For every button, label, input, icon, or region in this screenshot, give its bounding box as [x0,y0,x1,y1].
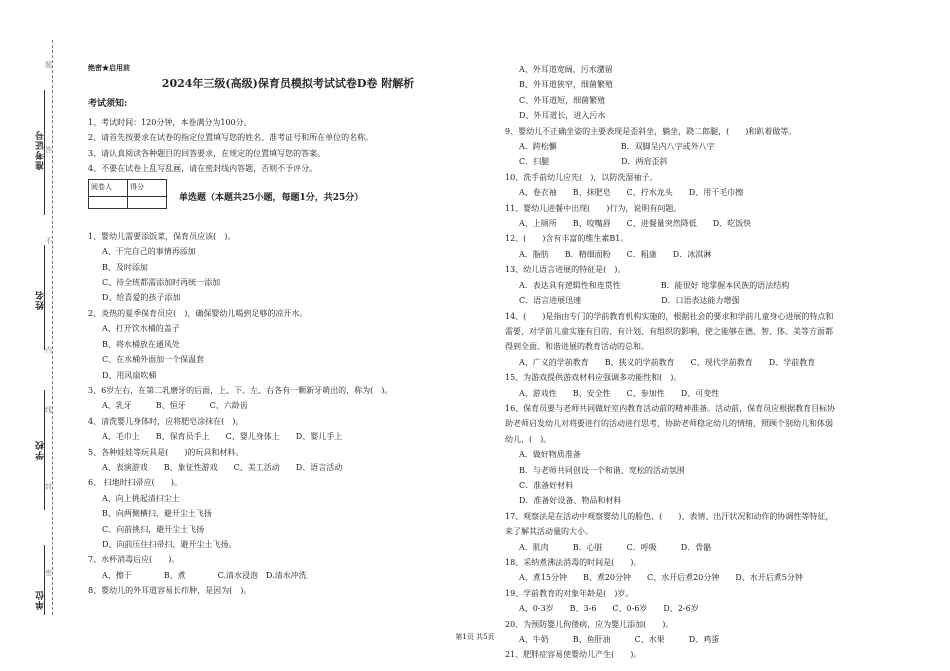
school-label: 学校 [36,440,46,460]
option-line: A．肌肉 B．心脏 C．呼吸 D．骨骼 [519,542,712,552]
question-line: 5、各种娃娃等玩具是( )的玩具和材料。 [88,447,244,457]
question-line: 得到全面、和谐进展的教育活动的总和。 [505,342,649,352]
grader-cell[interactable] [89,196,128,208]
unit-label: 单位 [36,590,46,610]
option-line: A、卷衣袖 B、抹肥皂 C、拧水龙头 D、用干毛巾擦 [519,188,744,198]
question-line: 17、观察法是在活动中观察婴幼儿的脸色、( )、表情、出汗状况和动作的协调性等特征， [505,511,834,521]
question-line: 3、6岁左右，在第二乳磨牙的后面，上、下、左、右各有一颗新牙萌出的，称为( )。 [88,385,393,395]
option-line: A．脂肪 B．精细面粉 C．粗康 D．冰淇淋 [519,249,712,259]
option-line: C、待全班都需添加时再统一添加 [102,278,221,288]
option-line: C、向前挑扫，避开尘土飞扬 [102,524,205,534]
option-line: A、游戏性 B、安全性 C、参加性 D、可变性 [519,388,720,398]
option-line: B、将水桶放在通风处 [102,339,180,349]
option-line: D、外耳道长，进入污水 [519,111,606,121]
cut-mark: 不 [45,237,52,245]
page-title: 2024年三级(高级)保育员模拟考试试卷D卷 附解析 [161,77,415,91]
score-box [88,179,167,208]
score-cell[interactable] [128,196,167,208]
option-line: A、擦干 B、煮 C.清水浸泡 D.清水冲洗 [102,570,307,580]
option-line: A、广义的学前教育 B、狭义的学前教育 C、现代学前教育 D、学前教育 [519,357,816,367]
option-line: D．准备好设备、物品和材料 [519,496,622,506]
question-line: 12、( )含有丰富的维生素B1。 [505,234,629,244]
cut-mark: 线 [45,406,52,414]
question-line: 18、采纳煮沸法消毒的时间是( )。 [505,558,642,567]
question-line: 10、洗手前幼儿应先( )，以防洗湿袖子。 [505,172,658,182]
notice-heading: 考试须知: [88,99,128,110]
grader-label: 阅卷人 [89,180,128,196]
option-line: A、上厕所 B、咬嘴唇 C、进餐量突然降低 D、吃饭快 [519,219,752,229]
notice-item: 1、考试时间：120分钟，本卷满分为100分。 [88,117,252,127]
seal-line [52,40,53,615]
page-footer: 第1页 共5页 [455,633,495,641]
cut-mark: 封 [45,483,52,491]
question-line: 幼儿，( )。 [505,434,552,444]
option-line: C．准备好材料 [519,480,574,490]
question-line: 1、婴幼儿需要添饭菜，保育员应该( )。 [88,231,236,241]
option-line: C、在水桶外面加一个保温套 [102,355,205,365]
question-line: 6、 扫地时扫帚应( )。 [88,478,182,488]
option-line: B．与老师共同创设一个和谐、宽松的活动氛围 [519,465,685,475]
unit-field[interactable] [44,545,45,615]
option-line: B、向两侧横扫，避开尘土飞扬 [102,509,212,519]
cut-mark: 密 [45,569,52,577]
question-line: 7、水杯消毒后应( )。 [88,555,180,565]
score-row [88,179,488,208]
option-line: A、外耳道宽阔，污水潴留 [519,65,613,74]
question-line: 11、婴幼儿进餐中出现( )行为，说明有问题。 [505,203,682,213]
question-line: 助老师启发幼儿对将要进行的活动进行思考，协助老师稳定幼儿的情绪，照顾个别幼儿和体弱 [505,419,833,429]
cut-mark: 内 [45,346,52,354]
name-label: 姓名 [36,290,46,310]
question-line: 需要，对学前儿童实施有目的、有计划、有组织的影响，使之能够在德、智、体、美等方面都 [505,326,833,336]
notice-item: 2、请首先按要求在试卷的指定位置填写您的姓名、准考证号和所在单位的名称。 [88,133,374,143]
option-line: B、外耳道狭窄，细菌繁殖 [519,80,613,90]
question-line: 19、学前教育的对象年龄是( )岁。 [505,588,634,598]
option-line: A、向上挑起清扫尘土 [102,493,180,503]
score-label: 得分 [128,180,167,196]
left-column [88,60,488,599]
question-line: 20、为预防婴儿佝偻病，应为婴儿添加( )。 [505,619,674,629]
option-line: D、向前压住扫帚扫，避开尘土飞扬。 [102,539,237,549]
option-line: A、打开饮水桶的盖子 [102,324,180,334]
option-line: D、用风扇吹桶 [102,370,157,380]
option-line: A、干完自己的事情再添加 [102,247,196,257]
option-line: C．语言进展迅速 D．口语表达能力增强 [519,296,740,306]
notice-item: 4、不要在试卷上乱写乱画，请在密封线内答题，否则不予评分。 [88,164,318,174]
option-line: A．表达具有逻辑性和连贯性 B．能很好 地掌握本民族的语法结构 [519,280,790,290]
option-line: C、外耳道短，细菌繁殖 [519,95,606,105]
option-line: D、给喜爱的孩子添加 [102,293,181,303]
option-line: A、表演游戏 B、象征性游戏 C、美工活动 D、语言活动 [102,462,343,472]
notice-item: 3、请认真阅读各种题目的回答要求，在规定的位置填写您的答案。 [88,148,326,158]
question-line: 来了解其活动量的大小。 [505,527,593,537]
question-line: 15、为游戏提供游戏材料应强调多功能性和( )。 [505,373,682,383]
exam-number-label: 准考证号 [36,130,46,170]
cut-mark: 题 [45,61,52,69]
option-line: A．跨松懈 B．双脚呈内八字或外八字 [519,142,715,152]
option-line: A、0-3岁 B、3-6 C、0-6岁 D、2-6岁 [519,604,699,614]
question-line: 16、保育员要与老师共同做好室内教育活动前的精神准备。活动前，保育员应根据教育目标协 [505,403,836,413]
option-line: A、牛奶 B、鱼肝油 C、水果 D、鸡蛋 [519,635,720,645]
question-line: 9、婴幼儿不正确坐姿的主要表现是歪斜坐，躺坐，跷二郎腿，( )和趴着做等。 [505,126,797,136]
secret-mark: 绝密★启用前 [88,63,130,72]
question-line: 13、幼儿语言进展的特征是( )。 [505,265,626,275]
option-line: A、毛巾上 B、保育员手上 C、婴儿身体上 D、婴儿手上 [102,432,343,442]
option-line: A．做好物质准备 [519,450,581,460]
question-line: 21、肥胖症容易使婴幼儿产生( )。 [505,650,642,660]
question-line: 14、( )是指由专门的学前教育机构实施的，根据社会的要求和学前儿童身心进展的特点和 [505,311,834,321]
name-field[interactable] [44,245,45,350]
binding-margin [0,0,80,671]
cut-mark: 答 [45,146,52,154]
right-column [505,62,905,663]
option-line: C．扫腿 D．两肩歪斜 [519,157,668,167]
question-line: 2、炎热的夏季保育员应( )，确保婴幼儿喝到足够的凉开水。 [88,308,308,318]
option-line: A、乳牙 B、恒牙 C、六龄齿 [102,401,248,411]
option-line: A、煮15分钟 B、煮20分钟 C、水开后煮20分钟 D、水开后煮5分钟 [519,573,803,583]
question-line: 8、婴幼儿的外耳道容易长疖肿，是因为( )。 [88,586,252,596]
option-line: B、及时添加 [102,262,148,272]
section-heading: 单选题（本题共25小题，每题1分，共25分） [179,193,364,204]
question-line: 4、清洗婴儿身体时，应将肥皂涂抹在( )。 [88,416,244,426]
